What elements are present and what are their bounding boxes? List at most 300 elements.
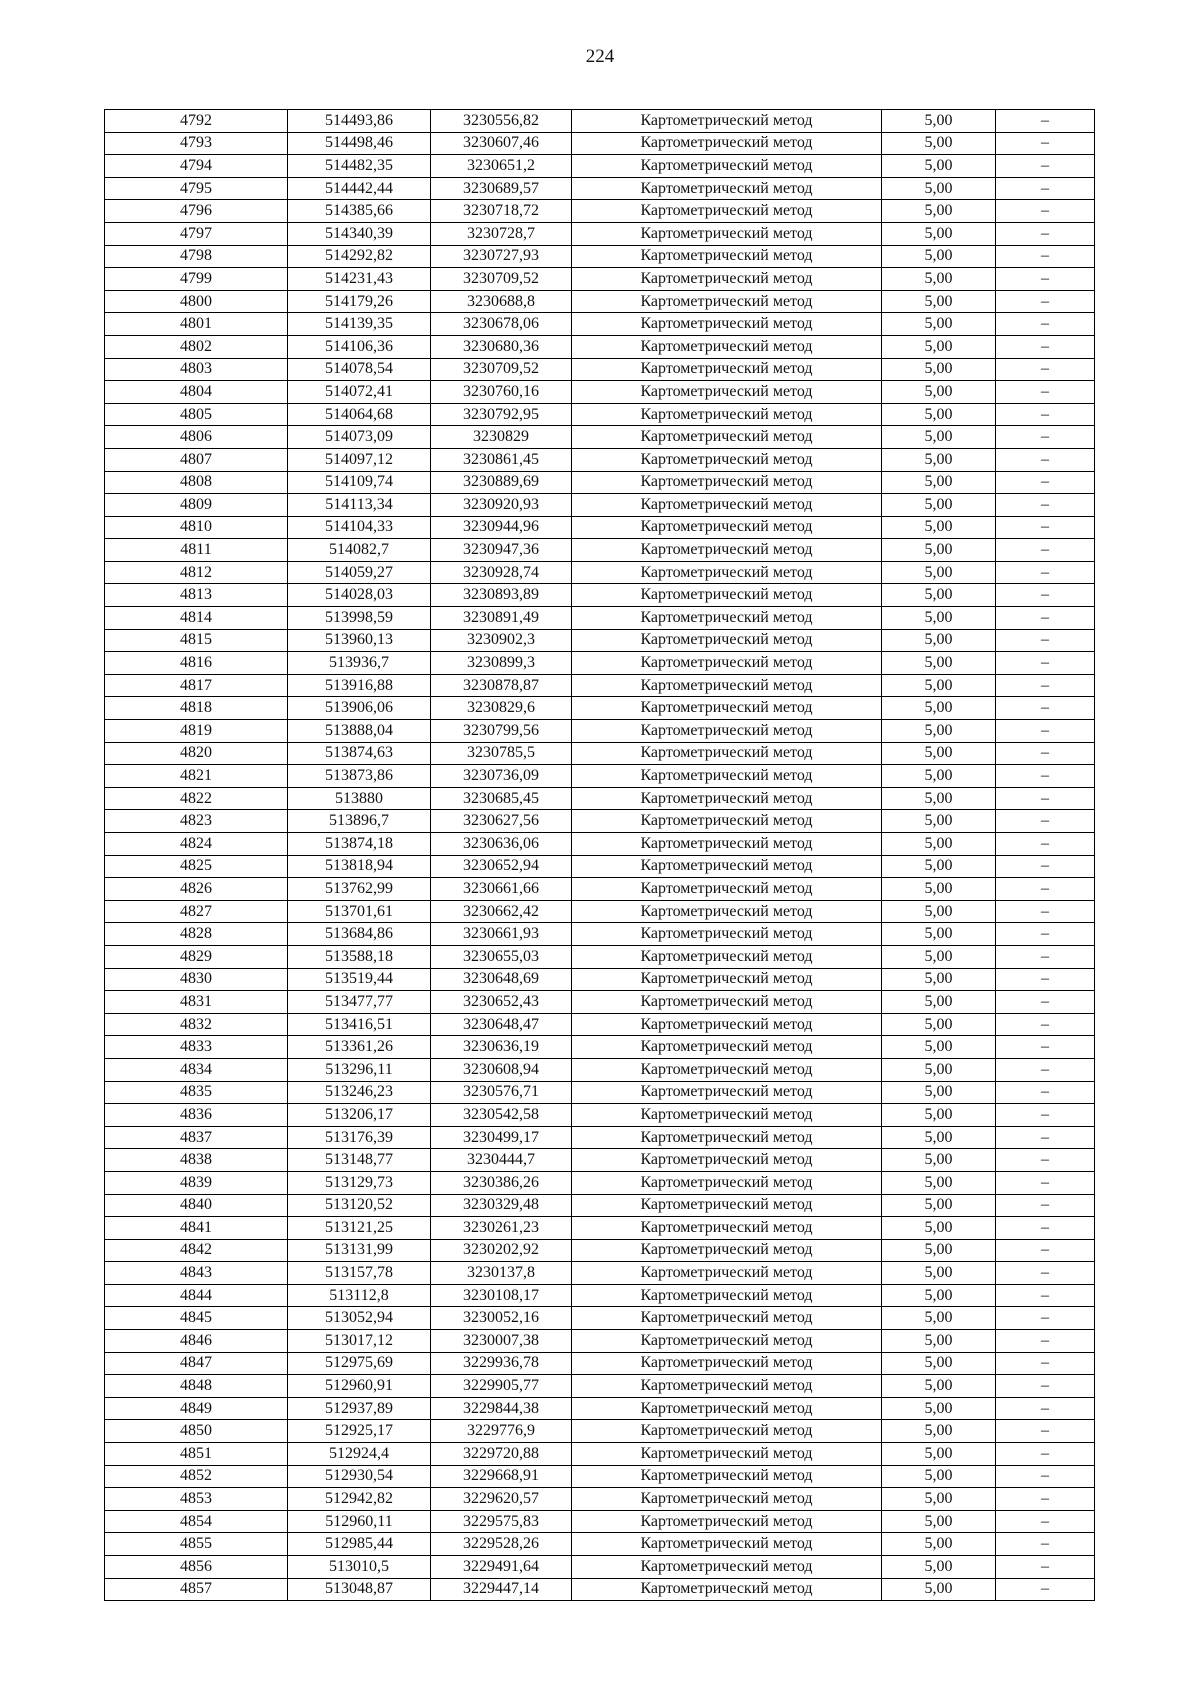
table-row — [105, 607, 1095, 630]
table-row — [105, 697, 1095, 720]
point-number-cell: 4820 — [105, 742, 288, 765]
y-coordinate-cell: 3230648,47 — [431, 1013, 572, 1036]
note-cell: – — [996, 561, 1095, 584]
table-row — [105, 222, 1095, 245]
table-row — [105, 742, 1095, 765]
note-cell: – — [996, 1556, 1095, 1579]
x-coordinate-cell: 513960,13 — [288, 629, 431, 652]
note-cell: – — [996, 222, 1095, 245]
table-row — [105, 1307, 1095, 1330]
method-cell: Картометрический метод — [572, 765, 882, 788]
method-cell: Картометрический метод — [572, 1239, 882, 1262]
point-number-cell: 4822 — [105, 787, 288, 810]
method-cell: Картометрический метод — [572, 561, 882, 584]
table-row — [105, 1126, 1095, 1149]
table-row — [105, 268, 1095, 291]
point-number-cell: 4809 — [105, 494, 288, 517]
table-row — [105, 878, 1095, 901]
x-coordinate-cell: 514292,82 — [288, 245, 431, 268]
accuracy-cell: 5,00 — [882, 991, 996, 1014]
note-cell: – — [996, 1533, 1095, 1556]
point-number-cell: 4836 — [105, 1104, 288, 1127]
point-number-cell: 4800 — [105, 290, 288, 313]
x-coordinate-cell: 514059,27 — [288, 561, 431, 584]
note-cell: – — [996, 1217, 1095, 1240]
table-row — [105, 1171, 1095, 1194]
table-row — [105, 200, 1095, 223]
point-number-cell: 4810 — [105, 516, 288, 539]
x-coordinate-cell: 512925,17 — [288, 1420, 431, 1443]
table-row — [105, 1262, 1095, 1285]
table-row — [105, 1194, 1095, 1217]
method-cell: Картометрический метод — [572, 177, 882, 200]
x-coordinate-cell: 513157,78 — [288, 1262, 431, 1285]
note-cell: – — [996, 1262, 1095, 1285]
y-coordinate-cell: 3230661,66 — [431, 878, 572, 901]
table-row — [105, 403, 1095, 426]
y-coordinate-cell: 3230899,3 — [431, 652, 572, 675]
accuracy-cell: 5,00 — [882, 313, 996, 336]
y-coordinate-cell: 3230052,16 — [431, 1307, 572, 1330]
y-coordinate-cell: 3230386,26 — [431, 1171, 572, 1194]
note-cell: – — [996, 448, 1095, 471]
accuracy-cell: 5,00 — [882, 607, 996, 630]
y-coordinate-cell: 3230829 — [431, 426, 572, 449]
y-coordinate-cell: 3230689,57 — [431, 177, 572, 200]
table-row — [105, 923, 1095, 946]
note-cell: – — [996, 1104, 1095, 1127]
point-number-cell: 4838 — [105, 1149, 288, 1172]
note-cell: – — [996, 426, 1095, 449]
point-number-cell: 4833 — [105, 1036, 288, 1059]
method-cell: Картометрический метод — [572, 1465, 882, 1488]
y-coordinate-cell: 3230861,45 — [431, 448, 572, 471]
point-number-cell: 4857 — [105, 1578, 288, 1601]
accuracy-cell: 5,00 — [882, 268, 996, 291]
note-cell: – — [996, 177, 1095, 200]
table-row — [105, 1556, 1095, 1579]
x-coordinate-cell: 512960,91 — [288, 1375, 431, 1398]
point-number-cell: 4802 — [105, 335, 288, 358]
x-coordinate-cell: 513896,7 — [288, 810, 431, 833]
accuracy-cell: 5,00 — [882, 1307, 996, 1330]
table-row — [105, 358, 1095, 381]
point-number-cell: 4793 — [105, 132, 288, 155]
table-row — [105, 539, 1095, 562]
y-coordinate-cell: 3230261,23 — [431, 1217, 572, 1240]
method-cell: Картометрический метод — [572, 1330, 882, 1353]
y-coordinate-cell: 3229528,26 — [431, 1533, 572, 1556]
table-row — [105, 652, 1095, 675]
note-cell: – — [996, 720, 1095, 743]
point-number-cell: 4846 — [105, 1330, 288, 1353]
table-row — [105, 1465, 1095, 1488]
method-cell: Картометрический метод — [572, 1284, 882, 1307]
x-coordinate-cell: 514106,36 — [288, 335, 431, 358]
x-coordinate-cell: 513874,18 — [288, 833, 431, 856]
point-number-cell: 4824 — [105, 833, 288, 856]
accuracy-cell: 5,00 — [882, 765, 996, 788]
table-row — [105, 968, 1095, 991]
table-row — [105, 1284, 1095, 1307]
point-number-cell: 4830 — [105, 968, 288, 991]
note-cell: – — [996, 268, 1095, 291]
accuracy-cell: 5,00 — [882, 1533, 996, 1556]
y-coordinate-cell: 3230792,95 — [431, 403, 572, 426]
page-number: 224 — [585, 46, 615, 67]
method-cell: Картометрический метод — [572, 403, 882, 426]
table-row — [105, 516, 1095, 539]
accuracy-cell: 5,00 — [882, 426, 996, 449]
x-coordinate-cell: 514442,44 — [288, 177, 431, 200]
x-coordinate-cell: 513296,11 — [288, 1058, 431, 1081]
accuracy-cell: 5,00 — [882, 1510, 996, 1533]
method-cell: Картометрический метод — [572, 1171, 882, 1194]
y-coordinate-cell: 3230661,93 — [431, 923, 572, 946]
point-number-cell: 4831 — [105, 991, 288, 1014]
table-row — [105, 245, 1095, 268]
y-coordinate-cell: 3230137,8 — [431, 1262, 572, 1285]
accuracy-cell: 5,00 — [882, 494, 996, 517]
note-cell: – — [996, 1420, 1095, 1443]
x-coordinate-cell: 513916,88 — [288, 674, 431, 697]
point-number-cell: 4792 — [105, 110, 288, 133]
y-coordinate-cell: 3230576,71 — [431, 1081, 572, 1104]
y-coordinate-cell: 3230662,42 — [431, 900, 572, 923]
note-cell: – — [996, 1013, 1095, 1036]
point-number-cell: 4839 — [105, 1171, 288, 1194]
method-cell: Картометрический метод — [572, 1488, 882, 1511]
note-cell: – — [996, 674, 1095, 697]
accuracy-cell: 5,00 — [882, 1126, 996, 1149]
note-cell: – — [996, 991, 1095, 1014]
table-row — [105, 313, 1095, 336]
point-number-cell: 4795 — [105, 177, 288, 200]
x-coordinate-cell: 513818,94 — [288, 855, 431, 878]
note-cell: – — [996, 810, 1095, 833]
accuracy-cell: 5,00 — [882, 1104, 996, 1127]
point-number-cell: 4841 — [105, 1217, 288, 1240]
point-number-cell: 4818 — [105, 697, 288, 720]
point-number-cell: 4854 — [105, 1510, 288, 1533]
y-coordinate-cell: 3230678,06 — [431, 313, 572, 336]
point-number-cell: 4811 — [105, 539, 288, 562]
y-coordinate-cell: 3230655,03 — [431, 945, 572, 968]
table-row — [105, 1375, 1095, 1398]
method-cell: Картометрический метод — [572, 110, 882, 133]
y-coordinate-cell: 3230920,93 — [431, 494, 572, 517]
x-coordinate-cell: 512937,89 — [288, 1397, 431, 1420]
method-cell: Картометрический метод — [572, 1578, 882, 1601]
note-cell: – — [996, 516, 1095, 539]
method-cell: Картометрический метод — [572, 1194, 882, 1217]
method-cell: Картометрический метод — [572, 878, 882, 901]
y-coordinate-cell: 3229620,57 — [431, 1488, 572, 1511]
method-cell: Картометрический метод — [572, 1307, 882, 1330]
table-row — [105, 471, 1095, 494]
note-cell: – — [996, 1578, 1095, 1601]
x-coordinate-cell: 513762,99 — [288, 878, 431, 901]
method-cell: Картометрический метод — [572, 1149, 882, 1172]
table-row — [105, 1217, 1095, 1240]
accuracy-cell: 5,00 — [882, 1013, 996, 1036]
y-coordinate-cell: 3230709,52 — [431, 358, 572, 381]
x-coordinate-cell: 513888,04 — [288, 720, 431, 743]
point-number-cell: 4843 — [105, 1262, 288, 1285]
accuracy-cell: 5,00 — [882, 222, 996, 245]
accuracy-cell: 5,00 — [882, 968, 996, 991]
point-number-cell: 4817 — [105, 674, 288, 697]
method-cell: Картометрический метод — [572, 1058, 882, 1081]
y-coordinate-cell: 3230648,69 — [431, 968, 572, 991]
point-number-cell: 4827 — [105, 900, 288, 923]
note-cell: – — [996, 1036, 1095, 1059]
table-row — [105, 132, 1095, 155]
x-coordinate-cell: 513148,77 — [288, 1149, 431, 1172]
note-cell: – — [996, 1443, 1095, 1466]
x-coordinate-cell: 514073,09 — [288, 426, 431, 449]
method-cell: Картометрический метод — [572, 1510, 882, 1533]
x-coordinate-cell: 512975,69 — [288, 1352, 431, 1375]
x-coordinate-cell: 514231,43 — [288, 268, 431, 291]
accuracy-cell: 5,00 — [882, 471, 996, 494]
y-coordinate-cell: 3230709,52 — [431, 268, 572, 291]
accuracy-cell: 5,00 — [882, 335, 996, 358]
accuracy-cell: 5,00 — [882, 945, 996, 968]
accuracy-cell: 5,00 — [882, 1420, 996, 1443]
y-coordinate-cell: 3230718,72 — [431, 200, 572, 223]
table-row — [105, 855, 1095, 878]
method-cell: Картометрический метод — [572, 742, 882, 765]
accuracy-cell: 5,00 — [882, 810, 996, 833]
method-cell: Картометрический метод — [572, 200, 882, 223]
point-number-cell: 4814 — [105, 607, 288, 630]
point-number-cell: 4801 — [105, 313, 288, 336]
y-coordinate-cell: 3230685,45 — [431, 787, 572, 810]
method-cell: Картометрический метод — [572, 652, 882, 675]
y-coordinate-cell: 3230680,36 — [431, 335, 572, 358]
x-coordinate-cell: 513880 — [288, 787, 431, 810]
table-row — [105, 110, 1095, 133]
accuracy-cell: 5,00 — [882, 1352, 996, 1375]
y-coordinate-cell: 3230007,38 — [431, 1330, 572, 1353]
accuracy-cell: 5,00 — [882, 1058, 996, 1081]
note-cell: – — [996, 290, 1095, 313]
y-coordinate-cell: 3230902,3 — [431, 629, 572, 652]
method-cell: Картометрический метод — [572, 968, 882, 991]
point-number-cell: 4806 — [105, 426, 288, 449]
table-row — [105, 1013, 1095, 1036]
y-coordinate-cell: 3229668,91 — [431, 1465, 572, 1488]
note-cell: – — [996, 245, 1095, 268]
table-row — [105, 1510, 1095, 1533]
y-coordinate-cell: 3230928,74 — [431, 561, 572, 584]
y-coordinate-cell: 3230727,93 — [431, 245, 572, 268]
y-coordinate-cell: 3230891,49 — [431, 607, 572, 630]
point-number-cell: 4796 — [105, 200, 288, 223]
method-cell: Картометрический метод — [572, 1397, 882, 1420]
x-coordinate-cell: 513684,86 — [288, 923, 431, 946]
note-cell: – — [996, 200, 1095, 223]
note-cell: – — [996, 1194, 1095, 1217]
note-cell: – — [996, 945, 1095, 968]
accuracy-cell: 5,00 — [882, 1149, 996, 1172]
y-coordinate-cell: 3229776,9 — [431, 1420, 572, 1443]
point-number-cell: 4849 — [105, 1397, 288, 1420]
point-number-cell: 4829 — [105, 945, 288, 968]
table-row — [105, 765, 1095, 788]
table-row — [105, 335, 1095, 358]
table-row — [105, 674, 1095, 697]
table-row — [105, 991, 1095, 1014]
x-coordinate-cell: 514109,74 — [288, 471, 431, 494]
note-cell: – — [996, 335, 1095, 358]
y-coordinate-cell: 3230556,82 — [431, 110, 572, 133]
note-cell: – — [996, 381, 1095, 404]
method-cell: Картометрический метод — [572, 900, 882, 923]
x-coordinate-cell: 513906,06 — [288, 697, 431, 720]
table-row — [105, 945, 1095, 968]
method-cell: Картометрический метод — [572, 539, 882, 562]
accuracy-cell: 5,00 — [882, 720, 996, 743]
point-number-cell: 4852 — [105, 1465, 288, 1488]
accuracy-cell: 5,00 — [882, 1081, 996, 1104]
point-number-cell: 4825 — [105, 855, 288, 878]
point-number-cell: 4832 — [105, 1013, 288, 1036]
method-cell: Картометрический метод — [572, 471, 882, 494]
method-cell: Картометрический метод — [572, 674, 882, 697]
accuracy-cell: 5,00 — [882, 381, 996, 404]
point-number-cell: 4799 — [105, 268, 288, 291]
x-coordinate-cell: 513701,61 — [288, 900, 431, 923]
method-cell: Картометрический метод — [572, 1217, 882, 1240]
method-cell: Картометрический метод — [572, 222, 882, 245]
note-cell: – — [996, 1375, 1095, 1398]
method-cell: Картометрический метод — [572, 1533, 882, 1556]
x-coordinate-cell: 514072,41 — [288, 381, 431, 404]
note-cell: – — [996, 742, 1095, 765]
note-cell: – — [996, 697, 1095, 720]
x-coordinate-cell: 513361,26 — [288, 1036, 431, 1059]
point-number-cell: 4847 — [105, 1352, 288, 1375]
method-cell: Картометрический метод — [572, 1375, 882, 1398]
accuracy-cell: 5,00 — [882, 1375, 996, 1398]
x-coordinate-cell: 514482,35 — [288, 155, 431, 178]
table-row — [105, 1036, 1095, 1059]
y-coordinate-cell: 3230636,19 — [431, 1036, 572, 1059]
x-coordinate-cell: 514340,39 — [288, 222, 431, 245]
point-number-cell: 4855 — [105, 1533, 288, 1556]
table-row — [105, 629, 1095, 652]
y-coordinate-cell: 3230944,96 — [431, 516, 572, 539]
point-number-cell: 4834 — [105, 1058, 288, 1081]
y-coordinate-cell: 3230799,56 — [431, 720, 572, 743]
method-cell: Картометрический метод — [572, 268, 882, 291]
table-row — [105, 1578, 1095, 1601]
table-row — [105, 1488, 1095, 1511]
method-cell: Картометрический метод — [572, 945, 882, 968]
method-cell: Картометрический метод — [572, 516, 882, 539]
accuracy-cell: 5,00 — [882, 1465, 996, 1488]
note-cell: – — [996, 1397, 1095, 1420]
note-cell: – — [996, 584, 1095, 607]
method-cell: Картометрический метод — [572, 1081, 882, 1104]
point-number-cell: 4842 — [105, 1239, 288, 1262]
method-cell: Картометрический метод — [572, 335, 882, 358]
method-cell: Картометрический метод — [572, 1556, 882, 1579]
table-row — [105, 381, 1095, 404]
x-coordinate-cell: 513874,63 — [288, 742, 431, 765]
method-cell: Картометрический метод — [572, 1352, 882, 1375]
note-cell: – — [996, 1510, 1095, 1533]
method-cell: Картометрический метод — [572, 1104, 882, 1127]
x-coordinate-cell: 513048,87 — [288, 1578, 431, 1601]
note-cell: – — [996, 1352, 1095, 1375]
y-coordinate-cell: 3230627,56 — [431, 810, 572, 833]
note-cell: – — [996, 1307, 1095, 1330]
x-coordinate-cell: 512960,11 — [288, 1510, 431, 1533]
y-coordinate-cell: 3230108,17 — [431, 1284, 572, 1307]
note-cell: – — [996, 539, 1095, 562]
accuracy-cell: 5,00 — [882, 132, 996, 155]
point-number-cell: 4851 — [105, 1443, 288, 1466]
y-coordinate-cell: 3230542,58 — [431, 1104, 572, 1127]
y-coordinate-cell: 3230889,69 — [431, 471, 572, 494]
y-coordinate-cell: 3229491,64 — [431, 1556, 572, 1579]
x-coordinate-cell: 514078,54 — [288, 358, 431, 381]
point-number-cell: 4812 — [105, 561, 288, 584]
point-number-cell: 4848 — [105, 1375, 288, 1398]
note-cell: – — [996, 1149, 1095, 1172]
accuracy-cell: 5,00 — [882, 900, 996, 923]
table-row — [105, 1239, 1095, 1262]
note-cell: – — [996, 155, 1095, 178]
accuracy-cell: 5,00 — [882, 674, 996, 697]
accuracy-cell: 5,00 — [882, 1488, 996, 1511]
x-coordinate-cell: 513121,25 — [288, 1217, 431, 1240]
method-cell: Картометрический метод — [572, 1036, 882, 1059]
accuracy-cell: 5,00 — [882, 539, 996, 562]
accuracy-cell: 5,00 — [882, 245, 996, 268]
method-cell: Картометрический метод — [572, 290, 882, 313]
point-number-cell: 4821 — [105, 765, 288, 788]
method-cell: Картометрический метод — [572, 1262, 882, 1285]
point-number-cell: 4845 — [105, 1307, 288, 1330]
point-number-cell: 4835 — [105, 1081, 288, 1104]
x-coordinate-cell: 514097,12 — [288, 448, 431, 471]
table-row — [105, 1352, 1095, 1375]
table-row — [105, 584, 1095, 607]
note-cell: – — [996, 313, 1095, 336]
method-cell: Картометрический метод — [572, 855, 882, 878]
note-cell: – — [996, 923, 1095, 946]
point-number-cell: 4856 — [105, 1556, 288, 1579]
y-coordinate-cell: 3230202,92 — [431, 1239, 572, 1262]
point-number-cell: 4828 — [105, 923, 288, 946]
method-cell: Картометрический метод — [572, 448, 882, 471]
x-coordinate-cell: 513416,51 — [288, 1013, 431, 1036]
x-coordinate-cell: 514498,46 — [288, 132, 431, 155]
accuracy-cell: 5,00 — [882, 742, 996, 765]
note-cell: – — [996, 358, 1095, 381]
accuracy-cell: 5,00 — [882, 1556, 996, 1579]
x-coordinate-cell: 513017,12 — [288, 1330, 431, 1353]
method-cell: Картометрический метод — [572, 494, 882, 517]
note-cell: – — [996, 968, 1095, 991]
coordinates-table — [104, 109, 1095, 1601]
x-coordinate-cell: 514104,33 — [288, 516, 431, 539]
note-cell: – — [996, 403, 1095, 426]
